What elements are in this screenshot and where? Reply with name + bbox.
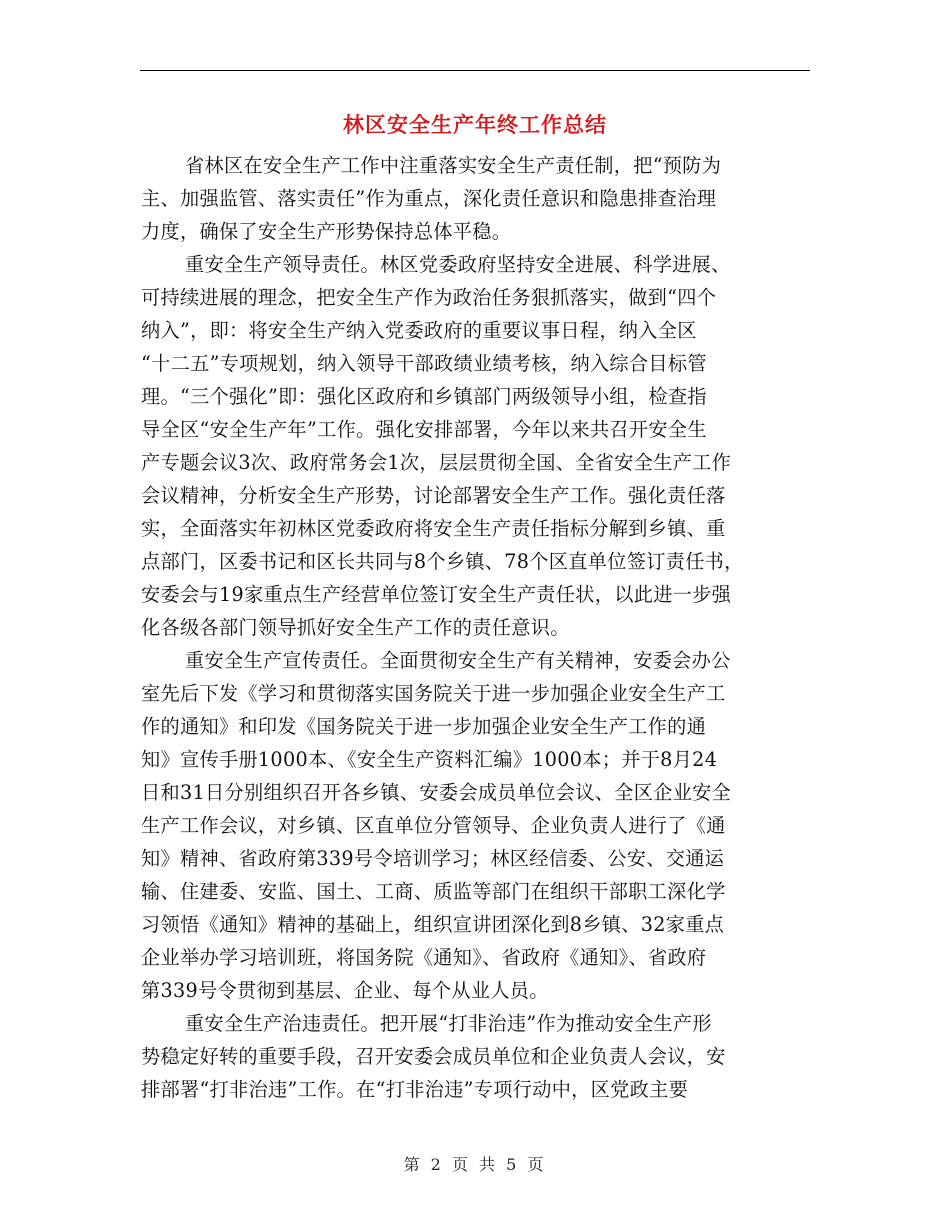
- text-line: 会议精神，分析安全生产形势，讨论部署安全生产工作。强化责任落: [141, 484, 726, 507]
- text-line: 安委会与19家重点生产经营单位签订安全生产责任状，以此进一步强: [141, 583, 732, 606]
- text-line: 化各级各部门领导抓好安全生产工作的责任意识。: [141, 616, 570, 639]
- paragraph-enforcement: [141, 1007, 821, 1106]
- text-line: “十二五”专项规划，纳入领导干部政绩业绩考核，纳入综合目标管: [141, 352, 707, 375]
- text-line: 可持续进展的理念，把安全生产作为政治任务狠抓落实，做到“四个: [141, 286, 717, 309]
- paragraph-leadership: [141, 248, 821, 644]
- header-rule: [140, 70, 810, 71]
- text-line: 第339号令贯彻到基层、企业、每个从业人员。: [141, 979, 549, 1002]
- page-number: 第 2 页 共 5 页: [403, 1155, 547, 1174]
- text-line: 知》宣传手册1000本、《安全生产资料汇编》1000本；并于8月24: [141, 748, 718, 771]
- text-line: 室先后下发《学习和贯彻落实国务院关于进一步加强企业安全生产工: [141, 682, 726, 705]
- text-line: 日和31日分别组织召开各乡镇、安委会成员单位会议、全区企业安全: [141, 781, 732, 804]
- text-line: 省林区在安全生产工作中注重落实安全生产责任制，把“预防为: [185, 154, 722, 177]
- text-line: 知》精神、省政府第339号令培训学习；林区经信委、公安、交通运: [141, 847, 725, 870]
- text-line: 生产工作会议，对乡镇、区直单位分管领导、企业负责人进行了《通: [141, 814, 726, 837]
- text-line: 理。“三个强化”即：强化区政府和乡镇部门两级领导小组，检查指: [141, 385, 707, 408]
- text-line: 主、加强监管、落实责任”作为重点，深化责任意识和隐患排查治理: [141, 187, 717, 210]
- text-line: 重安全生产领导责任。林区党委政府坚持安全进展、科学进展、: [185, 253, 731, 276]
- text-line: 势稳定好转的重要手段，召开安委会成员单位和企业负责人会议，安: [141, 1045, 726, 1068]
- text-line: 实，全面落实年初林区党委政府将安全生产责任指标分解到乡镇、重: [141, 517, 726, 540]
- text-line: 作的通知》和印发《国务院关于进一步加强企业安全生产工作的通: [141, 715, 707, 738]
- text-line: 纳入”，即：将安全生产纳入党委政府的重要议事日程，纳入全区: [141, 319, 697, 342]
- text-line: 重安全生产宣传责任。全面贯彻安全生产有关精神，安委会办公: [185, 649, 731, 672]
- paragraph-intro: [141, 149, 821, 248]
- text-line: 导全区“安全生产年”工作。强化安排部署，今年以来共召开安全生: [141, 418, 707, 441]
- paragraph-publicity: [141, 644, 821, 1007]
- text-line: 输、住建委、安监、国土、工商、质监等部门在组织干部职工深化学: [141, 880, 726, 903]
- text-line: 产专题会议3次、政府常务会1次，层层贯彻全国、全省安全生产工作: [141, 451, 732, 474]
- text-line: 点部门，区委书记和区长共同与8个乡镇、78个区直单位签订责任书，: [141, 550, 744, 573]
- document-title: 林区安全生产年终工作总结: [343, 113, 607, 137]
- text-line: 排部署“打非治违”工作。在“打非治违”专项行动中，区党政主要: [141, 1078, 689, 1101]
- text-line: 重安全生产治违责任。把开展“打非治违”作为推动安全生产形: [185, 1012, 712, 1035]
- text-line: 企业举办学习培训班，将国务院《通知》、省政府《通知》、省政府: [141, 946, 707, 969]
- text-line: 习领悟《通知》精神的基础上，组织宣讲团深化到8乡镇、32家重点: [141, 913, 725, 936]
- text-line: 力度，确保了安全生产形势保持总体平稳。: [141, 220, 512, 243]
- document-body: [141, 149, 821, 1106]
